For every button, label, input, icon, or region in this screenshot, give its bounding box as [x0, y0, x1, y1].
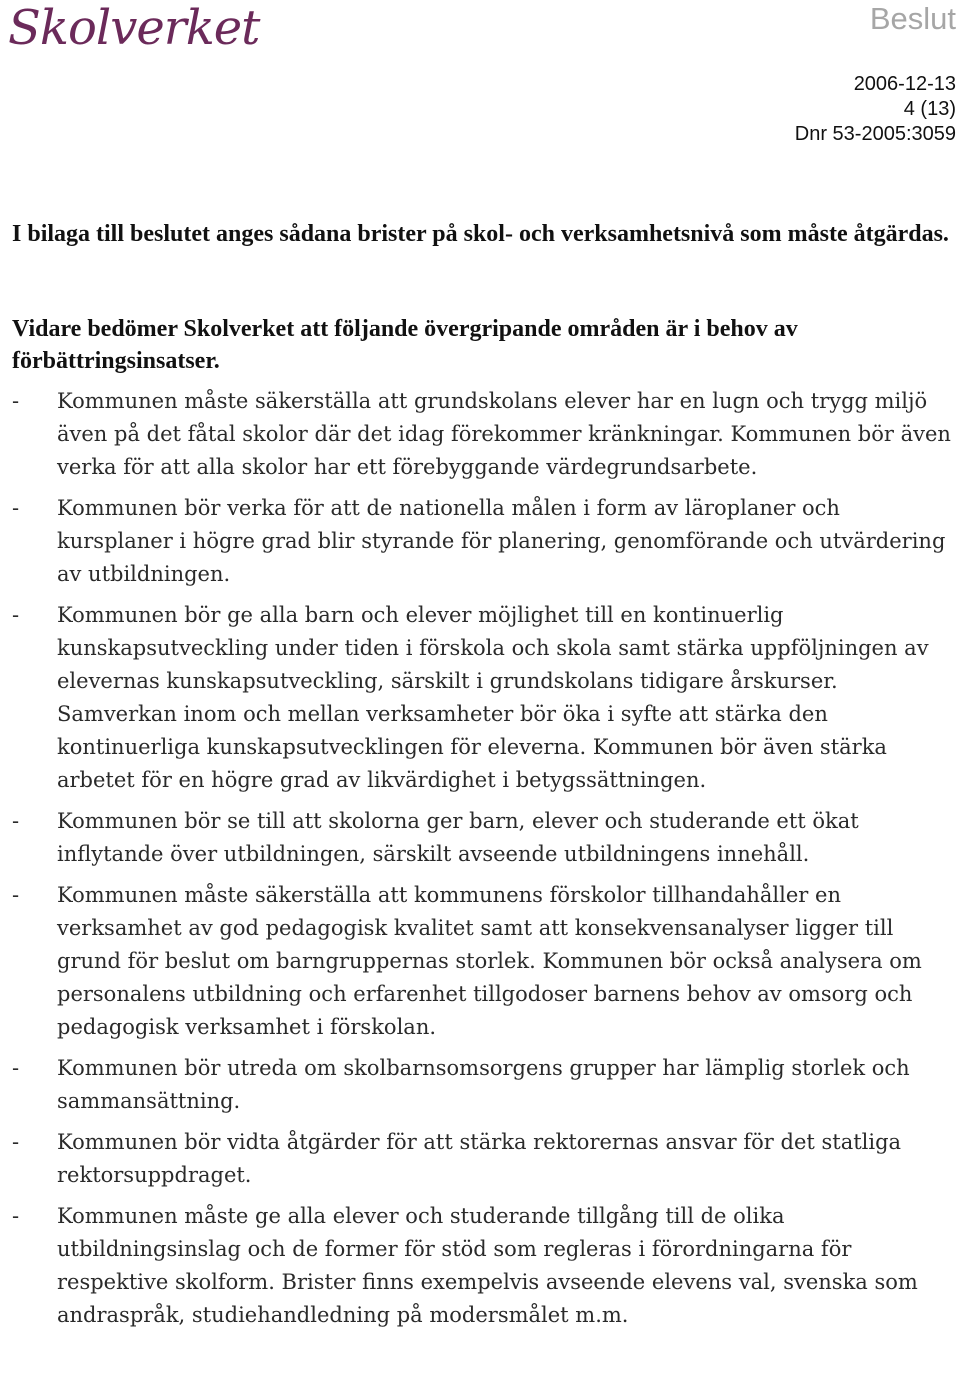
list-item-text: Kommunen bör verka för att de nationella målen i form av läroplaner och kursplaner i högre grad blir styrande för planering, genomförande och utvärdering av utbildningen. [57, 496, 946, 586]
list-item-text: Kommunen måste säkerställa att grundskolans elever har en lugn och trygg miljö även på det fåtal skolor där det idag förekommer kränkningar. Kommunen bör även verka för att alla skolor har ett förebyggande värdegrundsarbete. [57, 389, 951, 479]
list-bullet: - [12, 496, 20, 520]
document-meta [795, 72, 956, 147]
list-bullet: - [12, 1130, 20, 1154]
list-item-text: Kommunen måste ge alla elever och studerande tillgång till de olika utbildningsinslag och de former för stöd som regleras i förordningarna för respektive skolform. Brister finns exempelvis avseende elevens val, svenska som andraspråk, studiehandledning på modersmålet m.m. [57, 1204, 918, 1327]
section-heading-2: Vidare bedömer Skolverket att följande övergripande områden är i behov av förbättringsinsatser. [12, 316, 798, 374]
list-item-text: Kommunen bör se till att skolorna ger barn, elever och studerande ett ökat inflytande över utbildningen, särskilt avseende utbildningens innehåll. [57, 809, 859, 866]
list-item [12, 805, 952, 871]
document-body [12, 218, 952, 1336]
list-bullet: - [12, 809, 20, 833]
list-bullet: - [12, 1056, 20, 1080]
list-item [12, 879, 952, 1044]
list-item-text: Kommunen bör utreda om skolbarnsomsorgens grupper har lämplig storlek och sammansättning. [57, 1056, 910, 1113]
list-item-text: Kommunen måste säkerställa att kommunens förskolor tillhandahåller en verksamhet av god pedagogisk kvalitet samt att konsekvensanalyser ligger till grund för beslut om barngruppernas storlek. Kommunen bör också analysera om personalens utbildning och erfarenhet tillgodoser barnens behov av omsorg och pedagogisk verksamhet i förskolan. [57, 883, 922, 1039]
list-item-text: Kommunen bör ge alla barn och elever möjlighet till en kontinuerlig kunskapsutveckling under tiden i förskola och skola samt stärka uppföljningen av elevernas kunskapsutveckling, särskilt i grundskolans tidigare årskurser. Samverkan inom och mellan verksamheter bör öka i syfte att stärka den kontinuerliga kunskapsutvecklingen för eleverna. Kommunen bör även stärka arbetet för en högre grad av likvärdighet i betygssättningen. [57, 603, 929, 792]
section-heading-1: I bilaga till beslutet anges sådana brister på skol- och verksamhetsnivå som måste åtgärdas. [12, 221, 949, 247]
list-bullet: - [12, 1204, 20, 1228]
document-type: Beslut [869, 1, 956, 36]
list-bullet: - [12, 389, 20, 413]
registration-number: Dnr 53-2005:3059 [794, 123, 956, 145]
improvement-list [12, 385, 952, 1332]
list-bullet: - [12, 603, 20, 627]
list-item [12, 599, 952, 797]
list-item [12, 492, 952, 591]
list-item-text: Kommunen bör vidta åtgärder för att stärka rektorernas ansvar för det statliga rektorsuppdraget. [57, 1130, 902, 1187]
page-number: 4 (13) [903, 98, 956, 120]
list-item [12, 1126, 952, 1192]
list-bullet: - [12, 883, 20, 907]
list-item [12, 385, 952, 484]
skolverket-logo: Skolverket [8, 0, 260, 56]
document-date: 2006-12-13 [853, 73, 956, 95]
list-item [12, 1200, 952, 1332]
list-item [12, 1052, 952, 1118]
